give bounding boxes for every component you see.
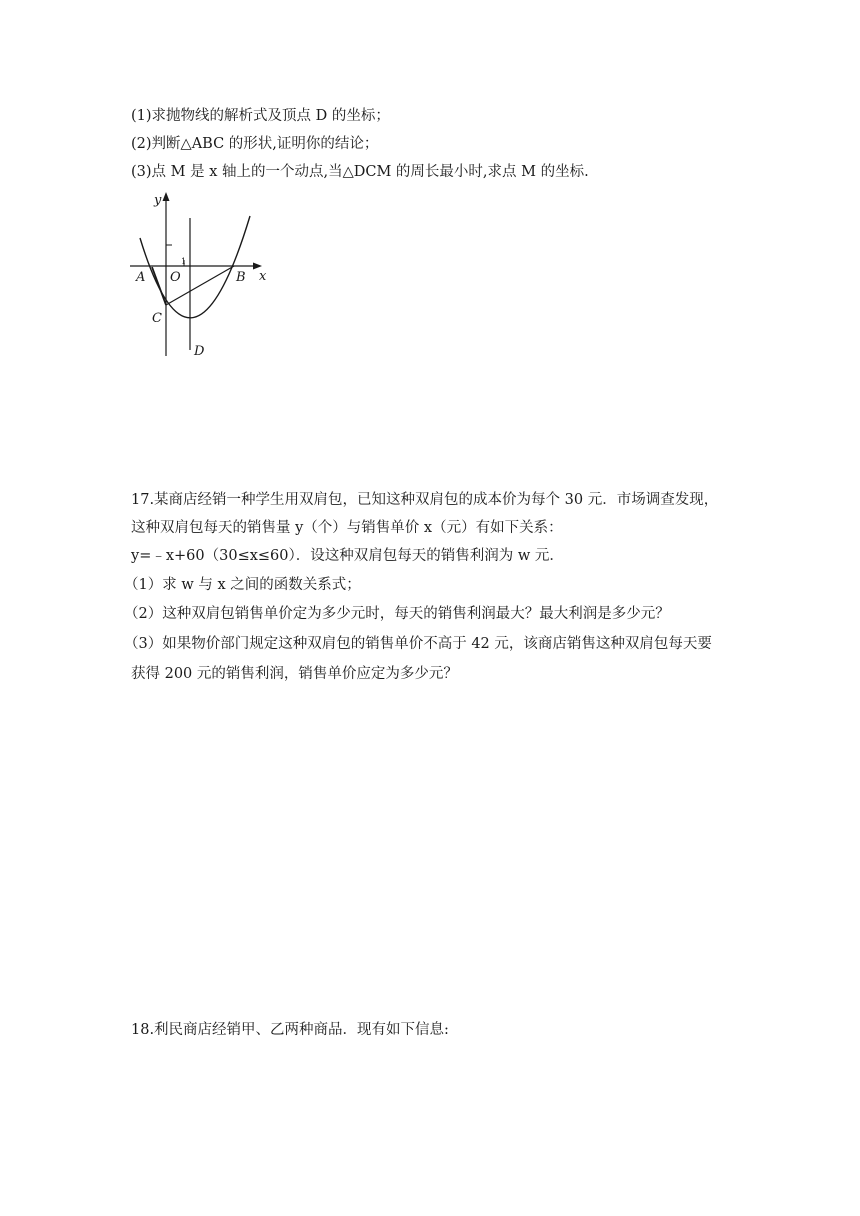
parabola-diagram bbox=[128, 190, 278, 360]
label-x: x bbox=[259, 269, 267, 284]
problem17-intro-line3: y=﹣x+60（30≤x≤60）．设这种双肩包每天的销售利润为 w 元． bbox=[131, 548, 564, 564]
label-d: D bbox=[194, 344, 205, 359]
problem17-q3-line2: 获得 200 元的销售利润，销售单价应定为多少元？ bbox=[131, 666, 458, 682]
problem18-intro: 18.利民商店经销甲、乙两种商品．现有如下信息: bbox=[131, 1022, 449, 1038]
problem17-intro-line2: 这种双肩包每天的销售量 y（个）与销售单价 x（元）有如下关系： bbox=[131, 520, 563, 536]
label-o: O bbox=[170, 270, 181, 285]
label-tick-one: 1 bbox=[181, 257, 187, 266]
segment-ac bbox=[152, 267, 166, 305]
label-c: C bbox=[152, 311, 162, 326]
problem16-q2: (2)判断△ABC 的形状,证明你的结论； bbox=[131, 136, 379, 152]
problem17-intro-line1: 17.某商店经销一种学生用双肩包，已知这种双肩包的成本价为每个 30 元．市场调查发现， bbox=[131, 492, 719, 508]
y-axis-arrow bbox=[163, 192, 170, 201]
problem16-q1: (1)求抛物线的解析式及顶点 D 的坐标； bbox=[131, 108, 390, 124]
parabola-figure bbox=[128, 190, 278, 360]
problem17-q1: （1）求 w 与 x 之间的函数关系式； bbox=[124, 577, 361, 593]
problem17-q2: （2）这种双肩包销售单价定为多少元时，每天的销售利润最大？最大利润是多少元？ bbox=[124, 606, 670, 622]
label-a: A bbox=[136, 270, 146, 285]
problem17-q3-line1: （3）如果物价部门规定这种双肩包的销售单价不高于 42 元，该商店销售这种双肩包每天要 bbox=[124, 636, 712, 652]
problem16-q3: (3)点 M 是 x 轴上的一个动点,当△DCM 的周长最小时,求点 M 的坐标. bbox=[131, 164, 589, 180]
label-y: y bbox=[154, 193, 162, 208]
label-b: B bbox=[236, 270, 246, 285]
